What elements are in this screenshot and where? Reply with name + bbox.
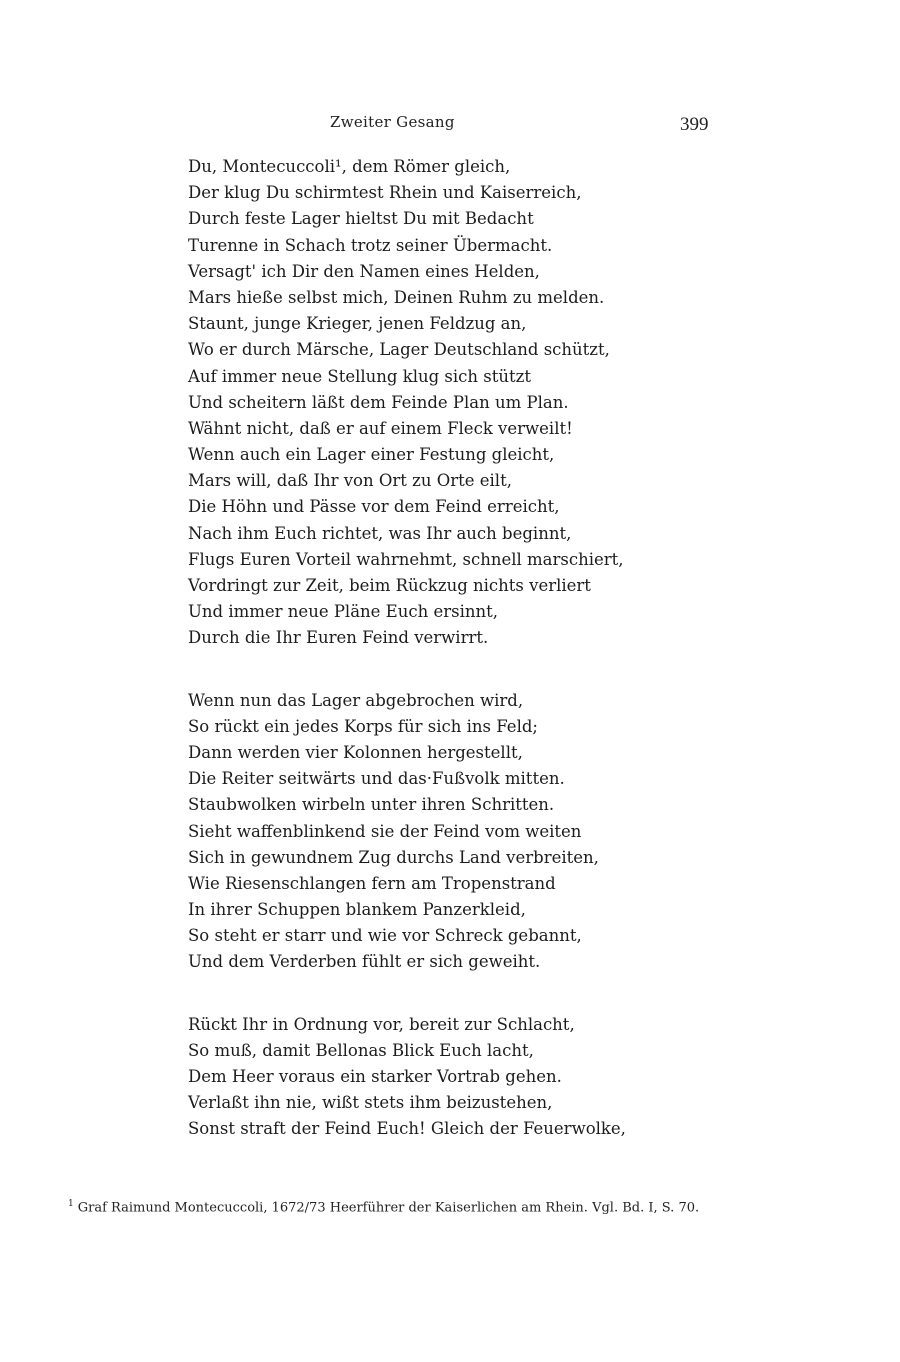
footnote — [68, 1199, 848, 1215]
verse-line: Staubwolken wirbeln unter ihren Schritten. — [188, 795, 555, 815]
stanza-2 — [188, 688, 648, 976]
verse-line: So rückt ein jedes Korps für sich ins Feld; — [188, 716, 538, 736]
verse-line: Und immer neue Pläne Euch ersinnt, — [188, 602, 498, 622]
verse-line: Durch feste Lager hieltst Du mit Bedacht — [188, 209, 534, 229]
verse-line: Wenn auch ein Lager einer Festung gleicht, — [188, 445, 555, 465]
verse-line: Rückt Ihr in Ordnung vor, bereit zur Schlacht, — [188, 1014, 575, 1034]
verse-line: Turenne in Schach trotz seiner Übermacht. — [188, 235, 553, 255]
verse-line: Und scheitern läßt dem Feinde Plan um Plan. — [188, 392, 569, 412]
verse-line: Vordringt zur Zeit, beim Rückzug nichts verliert — [188, 576, 591, 595]
verse-line: Die Höhn und Pässe vor dem Feind erreicht, — [188, 497, 560, 517]
stanza-3 — [188, 1012, 648, 1143]
footnote-text: Graf Raimund Montecuccoli, 1672/73 Heerführer der Kaiserlichen am Rhein. Vgl. Bd. I, S. 70. — [77, 1200, 700, 1216]
verse-line: Du, Montecuccoli¹, dem Römer gleich, — [188, 157, 511, 176]
verse-line: Nach ihm Euch richtet, was Ihr auch beginnt, — [188, 523, 572, 543]
verse-line: Der klug Du schirmtest Rhein und Kaiserreich, — [188, 183, 582, 203]
verse-line: Sieht waffenblinkend sie der Feind vom weiten — [188, 821, 582, 841]
verse-line: Dann werden vier Kolonnen hergestellt, — [188, 742, 523, 762]
verse-line: Versagt' ich Dir den Namen eines Helden, — [188, 261, 540, 281]
verse-line: Sonst straft der Feind Euch! Gleich der Feuerwolke, — [188, 1119, 626, 1139]
poem-body — [188, 154, 648, 1143]
verse-line: Auf immer neue Stellung klug sich stützt — [188, 366, 531, 386]
verse-line: So steht er starr und wie vor Schreck gebannt, — [188, 926, 582, 946]
verse-line: Mars hieße selbst mich, Deinen Ruhm zu melden. — [188, 287, 605, 307]
verse-line: Verlaßt ihn nie, wißt stets ihm beizustehen, — [188, 1093, 553, 1113]
verse-line: Sich in gewundnem Zug durchs Land verbreiten, — [188, 847, 599, 867]
verse-line: Durch die Ihr Euren Feind verwirrt. — [188, 628, 489, 648]
verse-line: Dem Heer voraus ein starker Vortrab gehen. — [188, 1067, 562, 1086]
running-head: Zweiter Gesang — [330, 113, 455, 131]
verse-line: Wie Riesenschlangen fern am Tropenstrand — [188, 873, 556, 893]
verse-line: Wähnt nicht, daß er auf einem Fleck verweilt! — [188, 418, 573, 438]
verse-line: Und dem Verderben fühlt er sich geweiht. — [188, 952, 541, 972]
stanza-1 — [188, 154, 648, 652]
verse-line: Die Reiter seitwärts und das·Fußvolk mitten. — [188, 769, 565, 789]
verse-line: Wo er durch Märsche, Lager Deutschland schützt, — [188, 340, 610, 360]
page-number: 399 — [680, 114, 709, 135]
footnote-marker: 1 — [68, 1199, 74, 1209]
verse-line: Staunt, junge Krieger, jenen Feldzug an, — [188, 314, 527, 334]
verse-line: Mars will, daß Ihr von Ort zu Orte eilt, — [188, 471, 512, 491]
verse-line: So muß, damit Bellonas Blick Euch lacht, — [188, 1040, 534, 1060]
verse-line: Flugs Euren Vorteil wahrnehmt, schnell marschiert, — [188, 549, 624, 569]
verse-line: Wenn nun das Lager abgebrochen wird, — [188, 690, 524, 710]
verse-line: In ihrer Schuppen blankem Panzerkleid, — [188, 900, 526, 920]
